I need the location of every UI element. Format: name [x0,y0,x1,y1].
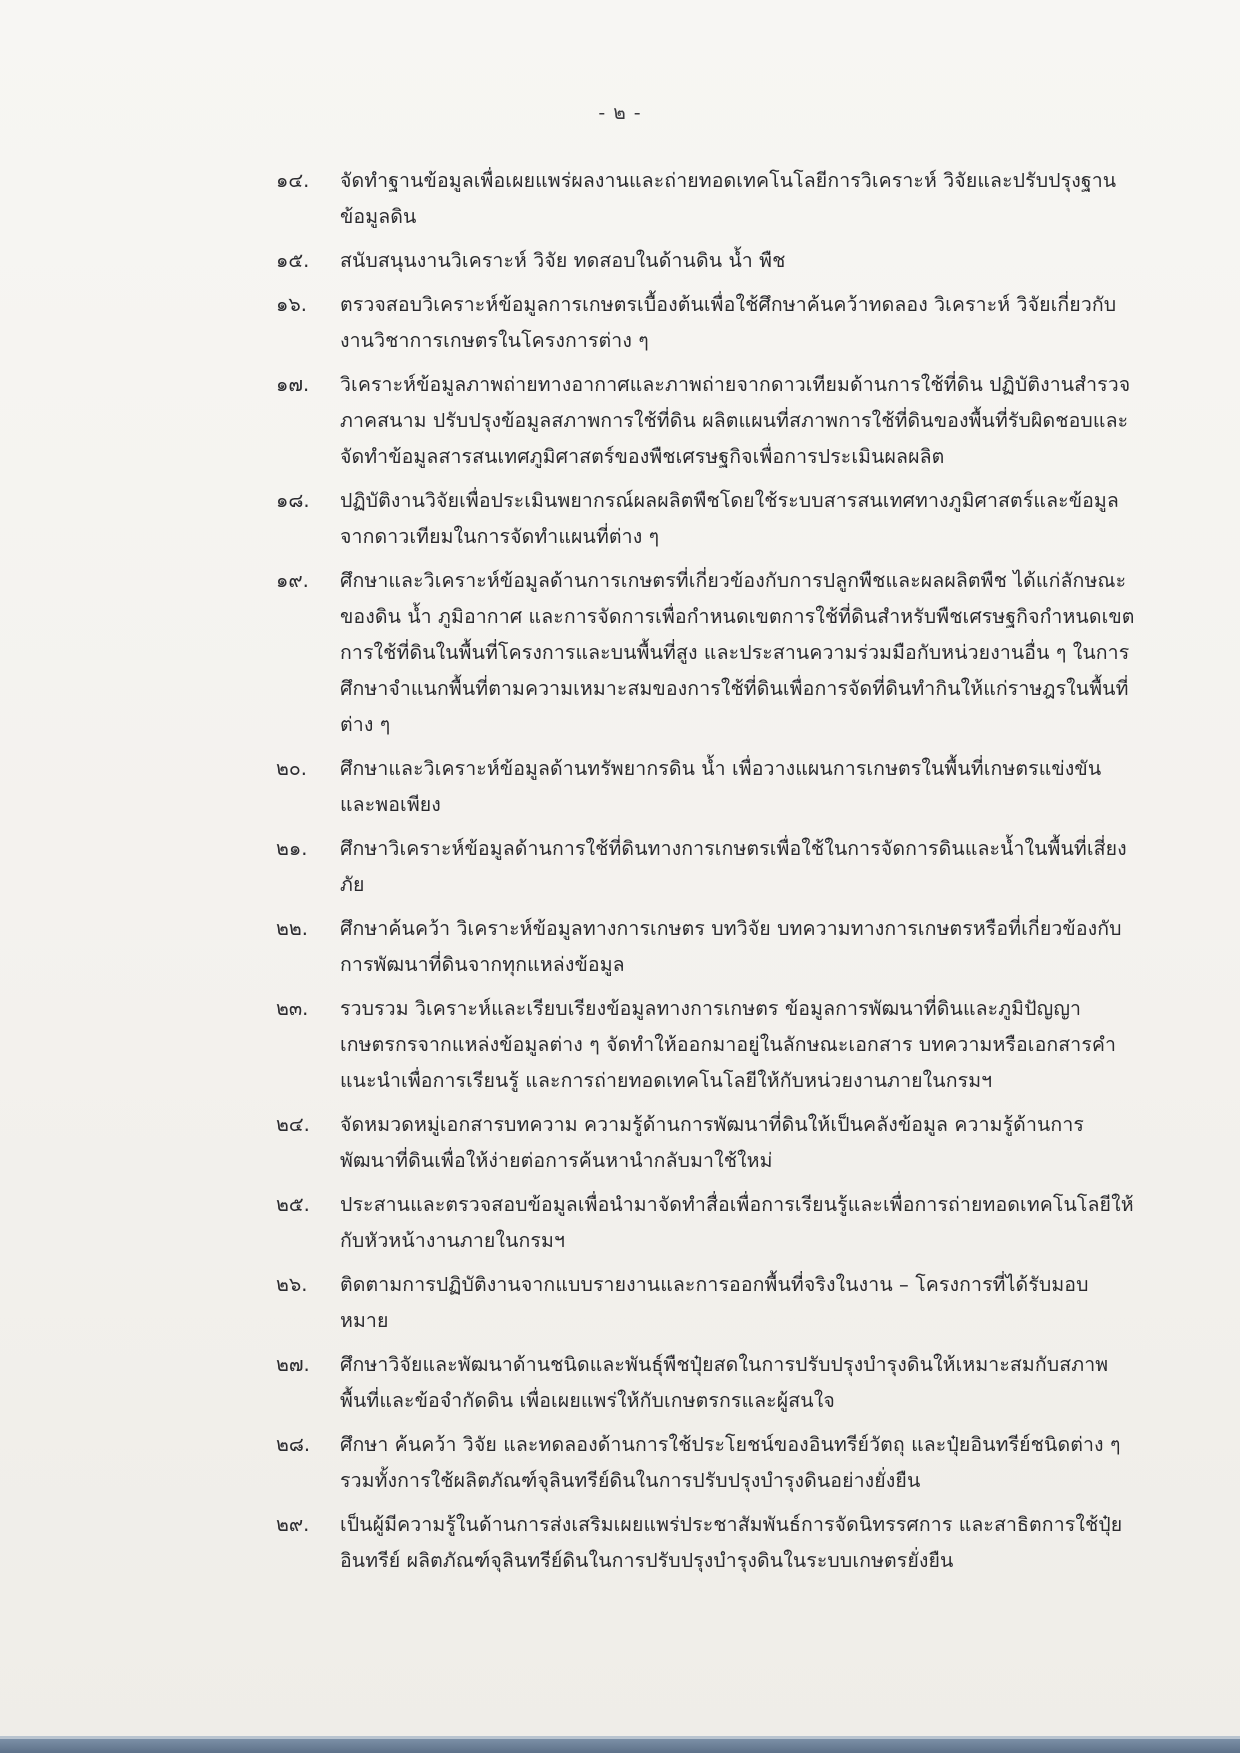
item-number: ๒๙. [276,1513,310,1536]
page-number: - ๒ - [598,102,642,124]
item-text: รวบรวม วิเคราะห์และเรียบเรียงข้อมูลทางการเกษตร ข้อมูลการพัฒนาที่ดินและภูมิปัญญาเกษตรกรจากแหล่งข้อมูลต่าง ๆ จัดทำให้ออกมาอยู่ในลักษณะเอกสาร บทความหรือเอกสารคำแนะนำเพื่อการเรียนรู้ และการถ่ายทอดเทคโนโลยีให้กับหน่วยงานภายในกรมฯ [340,997,1117,1092]
list-item [276,1107,1136,1179]
list-item [276,1187,1136,1259]
item-number: ๑๗. [276,373,310,396]
list-item [276,831,1136,903]
item-text: ติดตามการปฏิบัติงานจากแบบรายงานและการออกพื้นที่จริงในงาน – โครงการที่ได้รับมอบหมาย [340,1273,1089,1332]
item-number: ๒๖. [276,1273,308,1296]
item-text: วิเคราะห์ข้อมูลภาพถ่ายทางอากาศและภาพถ่ายจากดาวเทียมด้านการใช้ที่ดิน ปฏิบัติงานสำรวจภาคสนาม ปรับปรุงข้อมูลสภาพการใช้ที่ดิน ผลิตแผนที่สภาพการใช้ที่ดินของพื้นที่รับผิดชอบและจัดทำข้อมูลสารสนเทศภูมิศาสตร์ของพืชเศรษฐกิจเพื่อการประเมินผลผลิต [340,373,1131,468]
item-number: ๑๘. [276,489,310,512]
item-text: ศึกษาและวิเคราะห์ข้อมูลด้านการเกษตรที่เกี่ยวข้องกับการปลูกพืชและผลผลิตพืช ได้แก่ลักษณะของดิน น้ำ ภูมิอากาศ และการจัดการเพื่อกำหนดเขตการใช้ที่ดินสำหรับพืชเศรษฐกิจกำหนดเขตการใช้ที่ดินในพื้นที่โครงการและบนพื้นที่สูง และประสานความร่วมมือกับหน่วยงานอื่น ๆ ในการศึกษาจำแนกพื้นที่ตามความเหมาะสมของการใช้ที่ดินเพื่อการจัดที่ดินทำกินให้แก่ราษฎรในพื้นที่ต่าง ๆ [340,569,1135,736]
scan-edge-strip [0,1739,1240,1753]
item-number: ๒๗. [276,1353,310,1376]
item-number: ๒๓. [276,997,309,1020]
duty-list [276,163,1136,1587]
list-item [276,287,1136,359]
item-number: ๒๕. [276,1193,310,1216]
list-item [276,991,1136,1099]
item-number: ๑๕. [276,249,310,272]
list-item [276,911,1136,983]
item-number: ๑๖. [276,293,307,316]
list-item [276,563,1136,743]
item-text: จัดทำฐานข้อมูลเพื่อเผยแพร่ผลงานและถ่ายทอดเทคโนโลยีการวิเคราะห์ วิจัยและปรับปรุงฐานข้อมูลดิน [340,169,1117,228]
item-text: ตรวจสอบวิเคราะห์ข้อมูลการเกษตรเบื้องต้นเพื่อใช้ศึกษาค้นคว้าทดลอง วิเคราะห์ วิจัยเกี่ยวกับงานวิชาการเกษตรในโครงการต่าง ๆ [340,293,1117,352]
list-item [276,1427,1136,1499]
item-text: จัดหมวดหมู่เอกสารบทความ ความรู้ด้านการพัฒนาที่ดินให้เป็นคลังข้อมูล ความรู้ด้านการพัฒนาที่ดินเพื่อให้ง่ายต่อการค้นหานำกลับมาใช้ใหม่ [340,1113,1084,1172]
list-item [276,751,1136,823]
list-item [276,163,1136,235]
item-text: ศึกษา ค้นคว้า วิจัย และทดลองด้านการใช้ประโยชน์ของอินทรีย์วัตถุ และปุ๋ยอินทรีย์ชนิดต่าง ๆ รวมทั้งการใช้ผลิตภัณฑ์จุลินทรีย์ดินในการปรับปรุงบำรุงดินอย่างยั่งยืน [340,1433,1121,1492]
item-number: ๑๔. [276,169,310,192]
item-number: ๑๙. [276,569,309,592]
list-item [276,1267,1136,1339]
item-number: ๒๐. [276,757,307,780]
item-text: ปฏิบัติงานวิจัยเพื่อประเมินพยากรณ์ผลผลิตพืชโดยใช้ระบบสารสนเทศทางภูมิศาสตร์และข้อมูลจากดาวเทียมในการจัดทำแผนที่ต่าง ๆ [340,489,1119,548]
list-item [276,367,1136,475]
list-item [276,1507,1136,1579]
item-number: ๒๘. [276,1433,311,1456]
item-text: ศึกษาค้นคว้า วิเคราะห์ข้อมูลทางการเกษตร บทวิจัย บทความทางการเกษตรหรือที่เกี่ยวข้องกับการพัฒนาที่ดินจากทุกแหล่งข้อมูล [340,917,1122,976]
list-item [276,243,1136,279]
list-item [276,1347,1136,1419]
item-text: สนับสนุนงานวิเคราะห์ วิจัย ทดสอบในด้านดิน น้ำ พืช [340,249,786,272]
item-text: ศึกษาและวิเคราะห์ข้อมูลด้านทรัพยากรดิน น้ำ เพื่อวางแผนการเกษตรในพื้นที่เกษตรแข่งขันและพอเพียง [340,757,1102,816]
item-text: ศึกษาวิเคราะห์ข้อมูลด้านการใช้ที่ดินทางการเกษตรเพื่อใช้ในการจัดการดินและน้ำในพื้นที่เสี่ยงภัย [340,837,1127,896]
item-number: ๒๒. [276,917,308,940]
list-item [276,483,1136,555]
item-text: ศึกษาวิจัยและพัฒนาด้านชนิดและพันธุ์พืชปุ๋ยสดในการปรับปรุงบำรุงดินให้เหมาะสมกับสภาพพื้นที่และข้อจำกัดดิน เพื่อเผยแพร่ให้กับเกษตรกรและผู้สนใจ [340,1353,1109,1412]
item-text: ประสานและตรวจสอบข้อมูลเพื่อนำมาจัดทำสื่อเพื่อการเรียนรู้และเพื่อการถ่ายทอดเทคโนโลยีให้กับหัวหน้างานภายในกรมฯ [340,1193,1134,1252]
item-number: ๒๔. [276,1113,310,1136]
item-number: ๒๑. [276,837,308,860]
item-text: เป็นผู้มีความรู้ในด้านการส่งเสริมเผยแพร่ประชาสัมพันธ์การจัดนิทรรศการ และสาธิตการใช้ปุ๋ยอินทรีย์ ผลิตภัณฑ์จุลินทรีย์ดินในการปรับปรุงบำรุงดินในระบบเกษตรยั่งยืน [340,1513,1123,1572]
